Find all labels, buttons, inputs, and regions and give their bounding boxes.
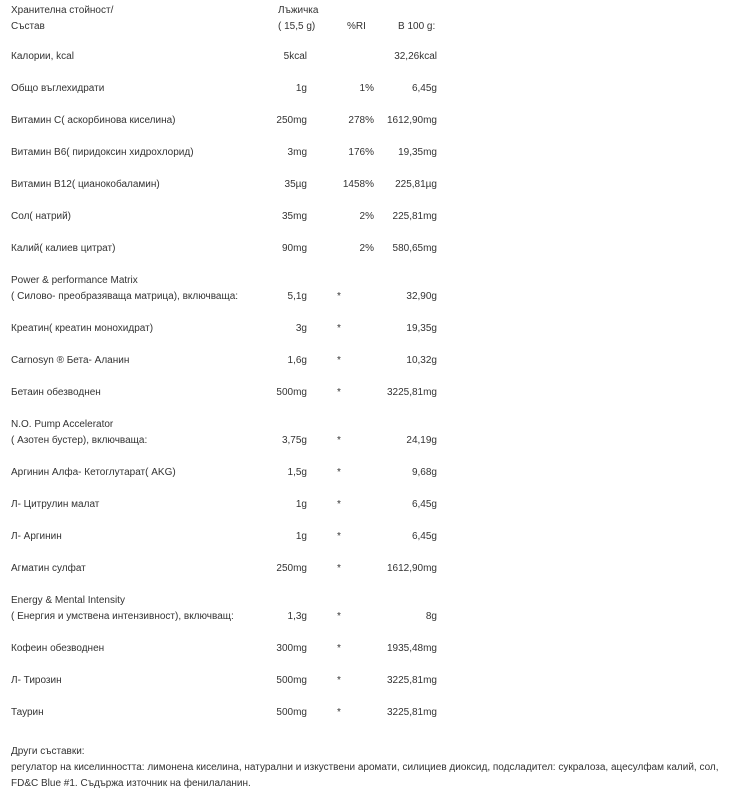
row-per100: 225,81mg	[392, 211, 437, 222]
row-serving: 1g	[295, 531, 307, 542]
header-serving-line1: Лъжичка	[278, 5, 319, 16]
row-name: Бетаин обезводнен	[11, 387, 101, 398]
row-ri: *	[337, 531, 341, 542]
row-ri: *	[337, 643, 341, 654]
row-ri: 176%	[348, 147, 374, 158]
row-name: Общо въглехидрати	[11, 83, 105, 94]
row-name-sub: ( Азотен бустер), включваща:	[11, 435, 148, 446]
row-serving: 1,6g	[287, 355, 307, 366]
row-ri: 2%	[359, 211, 374, 222]
row-serving: 3,75g	[281, 435, 307, 446]
row-per100: 32,90g	[406, 291, 437, 302]
row-ri: 1458%	[342, 179, 374, 190]
footer-title: Други съставки:	[11, 746, 85, 757]
row-serving: 1,5g	[287, 467, 307, 478]
row-per100: 225,81µg	[395, 179, 437, 190]
row-name: Л- Цитрулин малат	[11, 499, 100, 510]
row-serving: 500mg	[276, 675, 307, 686]
row-name: Л- Тирозин	[11, 675, 62, 686]
row-name: Energy & Mental Intensity	[11, 595, 125, 606]
header-per100: В 100 g:	[398, 21, 436, 32]
row-per100: 19,35g	[406, 323, 437, 334]
row-serving: 300mg	[276, 643, 307, 654]
row-name: Л- Аргинин	[11, 531, 62, 542]
row-serving: 90mg	[281, 243, 307, 254]
row-per100: 9,68g	[411, 467, 437, 478]
row-name: Калий( калиев цитрат)	[11, 243, 116, 254]
footer-text: регулатор на киселинността: лимонена киселина, натурални и изкуствени аромати, силициев диоксид, подсладител: сукралоза, ацесулфам калий, сол, FD&C Blue #1. Съдържа източник на фенилаланин.	[11, 762, 719, 789]
row-name: Аргинин Алфа- Кетоглутарат( AKG)	[11, 467, 176, 478]
header-ri: %RI	[347, 21, 366, 32]
row-per100: 580,65mg	[392, 243, 437, 254]
header-name-line1: Хранителна стойност/	[11, 5, 114, 16]
row-serving: 35mg	[281, 211, 307, 222]
row-per100: 1935,48mg	[386, 643, 437, 654]
row-per100: 10,32g	[406, 355, 437, 366]
row-per100: 24,19g	[406, 435, 437, 446]
row-ri: *	[337, 611, 341, 622]
header-name-line2: Състав	[11, 21, 45, 32]
row-name-sub: ( Силово- преобразяваща матрица), включваща:	[11, 291, 239, 302]
row-name: Carnosyn ® Бета- Аланин	[11, 355, 130, 366]
row-ri: *	[337, 355, 341, 366]
row-ri: *	[337, 387, 341, 398]
row-name: Кофеин обезводнен	[11, 643, 105, 654]
row-serving: 500mg	[276, 387, 307, 398]
row-name: Витамин В12( цианокобаламин)	[11, 179, 160, 190]
row-serving: 1g	[295, 83, 307, 94]
row-per100: 8g	[425, 611, 437, 622]
row-ri: *	[337, 291, 341, 302]
row-ri: *	[337, 323, 341, 334]
row-per100: 1612,90mg	[386, 115, 437, 126]
row-ri: 278%	[348, 115, 374, 126]
row-per100: 6,45g	[411, 83, 437, 94]
row-name: Power & performance Matrix	[11, 275, 138, 286]
row-ri: *	[337, 467, 341, 478]
header-serving-line2: ( 15,5 g)	[278, 21, 316, 32]
row-per100: 3225,81mg	[386, 707, 437, 718]
row-per100: 19,35mg	[398, 147, 437, 158]
row-name: Сол( натрий)	[11, 211, 72, 222]
row-per100: 6,45g	[411, 499, 437, 510]
row-ri: 1%	[359, 83, 374, 94]
row-name: Витамин С( аскорбинова киселина)	[11, 115, 176, 126]
row-name-sub: ( Енергия и умствена интензивност), включващ:	[11, 611, 234, 622]
row-serving: 250mg	[276, 115, 307, 126]
row-name: Таурин	[11, 707, 44, 718]
row-ri: *	[337, 563, 341, 574]
row-ri: *	[337, 499, 341, 510]
row-per100: 1612,90mg	[386, 563, 437, 574]
row-ri: *	[337, 707, 341, 718]
row-serving: 1g	[295, 499, 307, 510]
row-serving: 500mg	[276, 707, 307, 718]
row-serving: 5,1g	[287, 291, 307, 302]
row-ri: *	[337, 435, 341, 446]
row-serving: 5kcal	[283, 51, 307, 62]
row-serving: 250mg	[276, 563, 307, 574]
row-serving: 35µg	[284, 179, 307, 190]
row-serving: 1,3g	[287, 611, 307, 622]
row-serving: 3mg	[287, 147, 307, 158]
row-per100: 6,45g	[411, 531, 437, 542]
row-serving: 3g	[295, 323, 307, 334]
row-name: Агматин сулфат	[11, 563, 86, 574]
row-name: Калории, kcal	[11, 51, 74, 62]
row-name: N.O. Pump Accelerator	[11, 419, 114, 430]
row-name: Креатин( креатин монохидрат)	[11, 323, 154, 334]
row-ri: *	[337, 675, 341, 686]
row-per100: 3225,81mg	[386, 675, 437, 686]
row-per100: 32,26kcal	[394, 51, 437, 62]
row-name: Витамин В6( пиридоксин хидрохлорид)	[11, 147, 194, 158]
row-ri: 2%	[359, 243, 374, 254]
row-per100: 3225,81mg	[386, 387, 437, 398]
